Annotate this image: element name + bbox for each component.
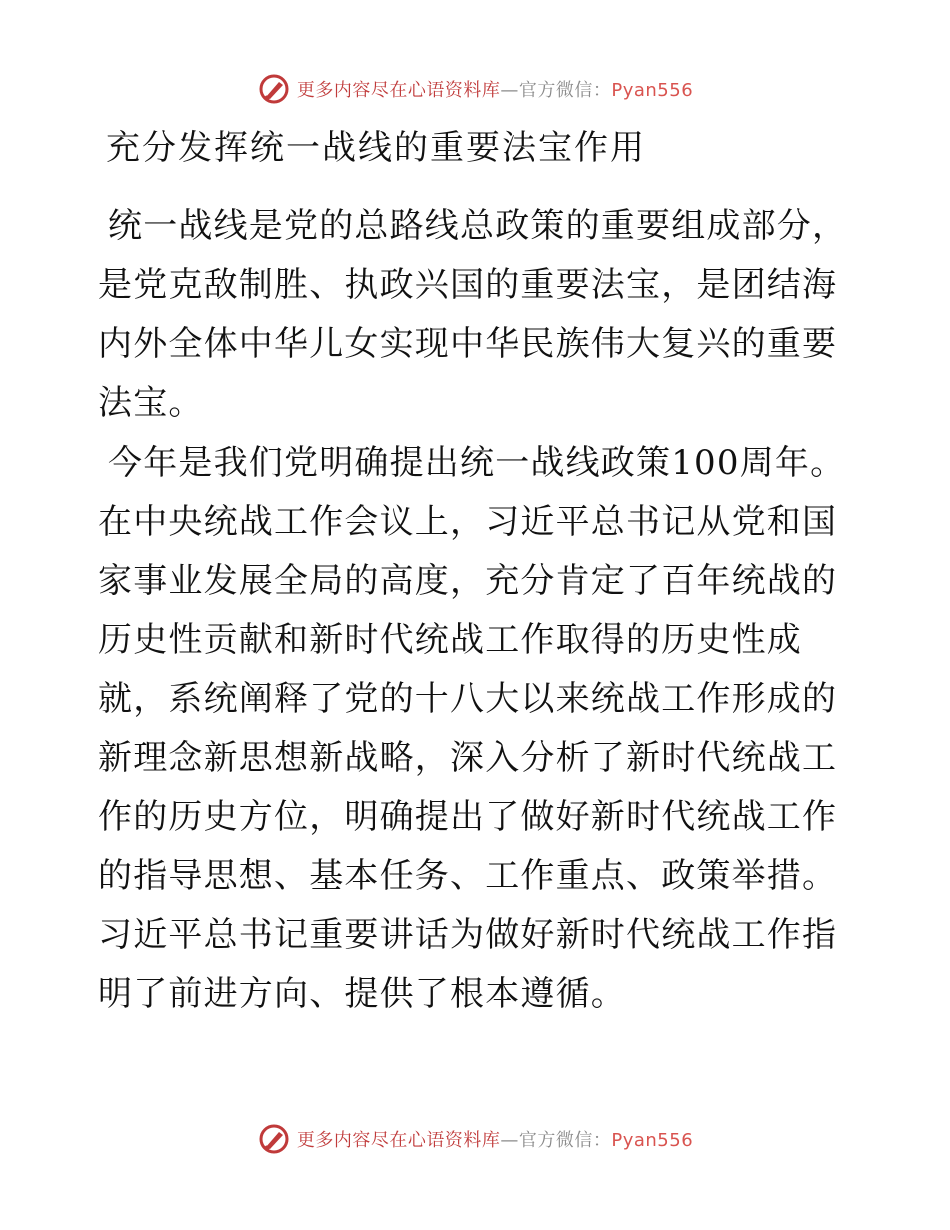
- body-paragraph-1: 统一战线是党的总路线总政策的重要组成部分，是党克敌制胜、执政兴国的重要法宝，是团结海内外全体中华儿女实现中华民族伟大复兴的重要法宝。: [98, 206, 848, 423]
- watermark-text: 更多内容尽在心语资料库—官方微信：Pyan556: [296, 80, 694, 101]
- header-watermark-banner: [0, 72, 950, 106]
- watermark-text: 更多内容尽在心语资料库—官方微信：Pyan556: [296, 1130, 694, 1151]
- body-paragraph-2: 今年是我们党明确提出统一战线政策100周年。在中央统战工作会议上，习近平总书记从党和国家事业发展全局的高度，充分肯定了百年统战的历史性贡献和新时代统战工作取得的历史性成就，系统阐释了党的十八大以来统战工作形成的新理念新思想新战略，深入分析了新时代统战工作的历史方位，明确提出了做好新时代统战工作的指导思想、基本任务、工作重点、政策举措。习近平总书记重要讲话为做好新时代统战工作指明了前进方向、提供了根本遵循。: [98, 443, 846, 1014]
- pen-logo-icon: [257, 72, 291, 106]
- page-title: 充分发挥统一战线的重要法宝作用: [106, 128, 646, 168]
- pen-logo-icon: [257, 1122, 291, 1156]
- footer-watermark-banner: [0, 1122, 950, 1156]
